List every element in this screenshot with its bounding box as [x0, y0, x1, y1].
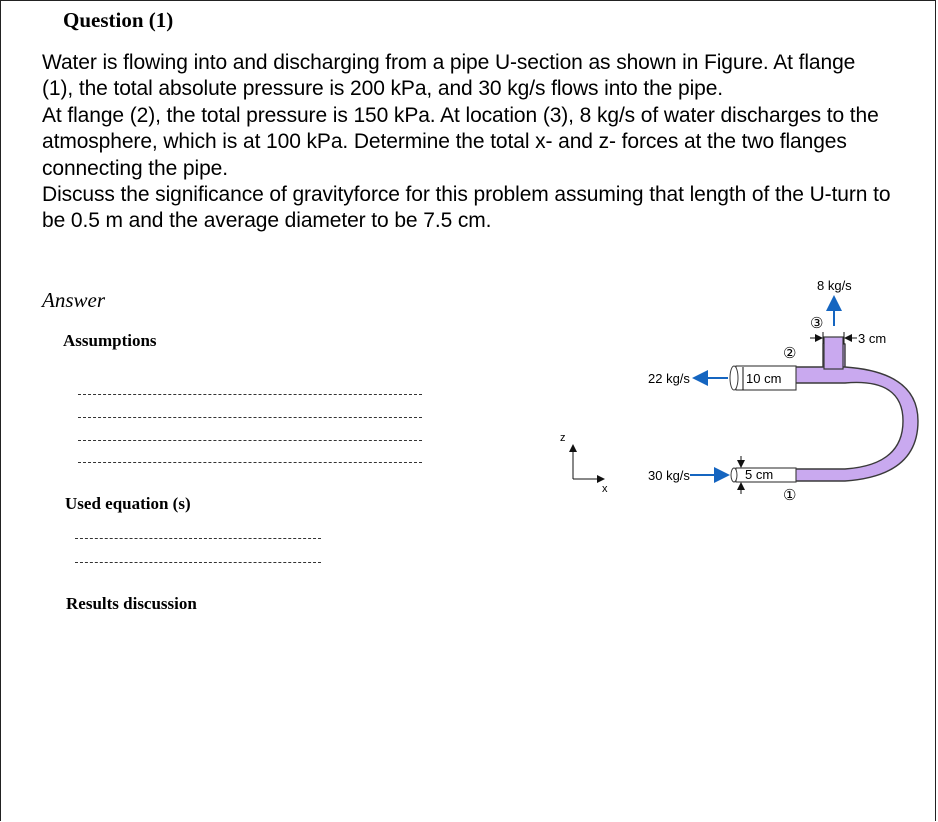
pipe-end-2 [730, 366, 738, 390]
flow-top-label: 8 kg/s [817, 278, 852, 293]
results-discussion-heading: Results discussion [66, 594, 197, 613]
dim-2-label: 10 cm [746, 371, 782, 386]
used-equations-heading: Used equation (s) [65, 494, 191, 513]
riser-pipe [824, 337, 843, 369]
assumptions-heading: Assumptions [63, 331, 157, 350]
problem-paragraph-3: Discuss the significance of gravityforce for this problem assuming that length of the U-turn to be 0.5 m and the average diameter to be 7.5 cm. [42, 183, 891, 233]
answer-label: Answer [42, 288, 105, 312]
axis-z-label: z [560, 432, 566, 444]
dim-1-label: 5 cm [745, 467, 774, 482]
problem-paragraph-2: At flange (2), the total pressure is 150 kPa. At location (3), 8 kg/s of water discharges to the atmosphere, which is at 100 kPa. Determine the total x- and z- forces at the two flanges connecting the pipe. [42, 103, 879, 180]
dim-3-label: 3 cm [858, 331, 887, 346]
marker-2: ② [783, 345, 797, 362]
marker-1: ① [783, 487, 797, 504]
question-title: Question (1) [63, 8, 174, 32]
flow-inlet1-label: 30 kg/s [648, 468, 690, 483]
marker-3: ③ [810, 315, 824, 332]
problem-paragraph-1: Water is flowing into and discharging from a pipe U-section as shown in Figure. At flange (1), the total absolute pressure is 200 kPa, and 30 kg/s flows into the pipe. [42, 51, 856, 101]
axis-x-label: x [602, 483, 608, 495]
pipe-end-1 [731, 468, 737, 482]
flow-outlet2-label: 22 kg/s [648, 371, 690, 386]
